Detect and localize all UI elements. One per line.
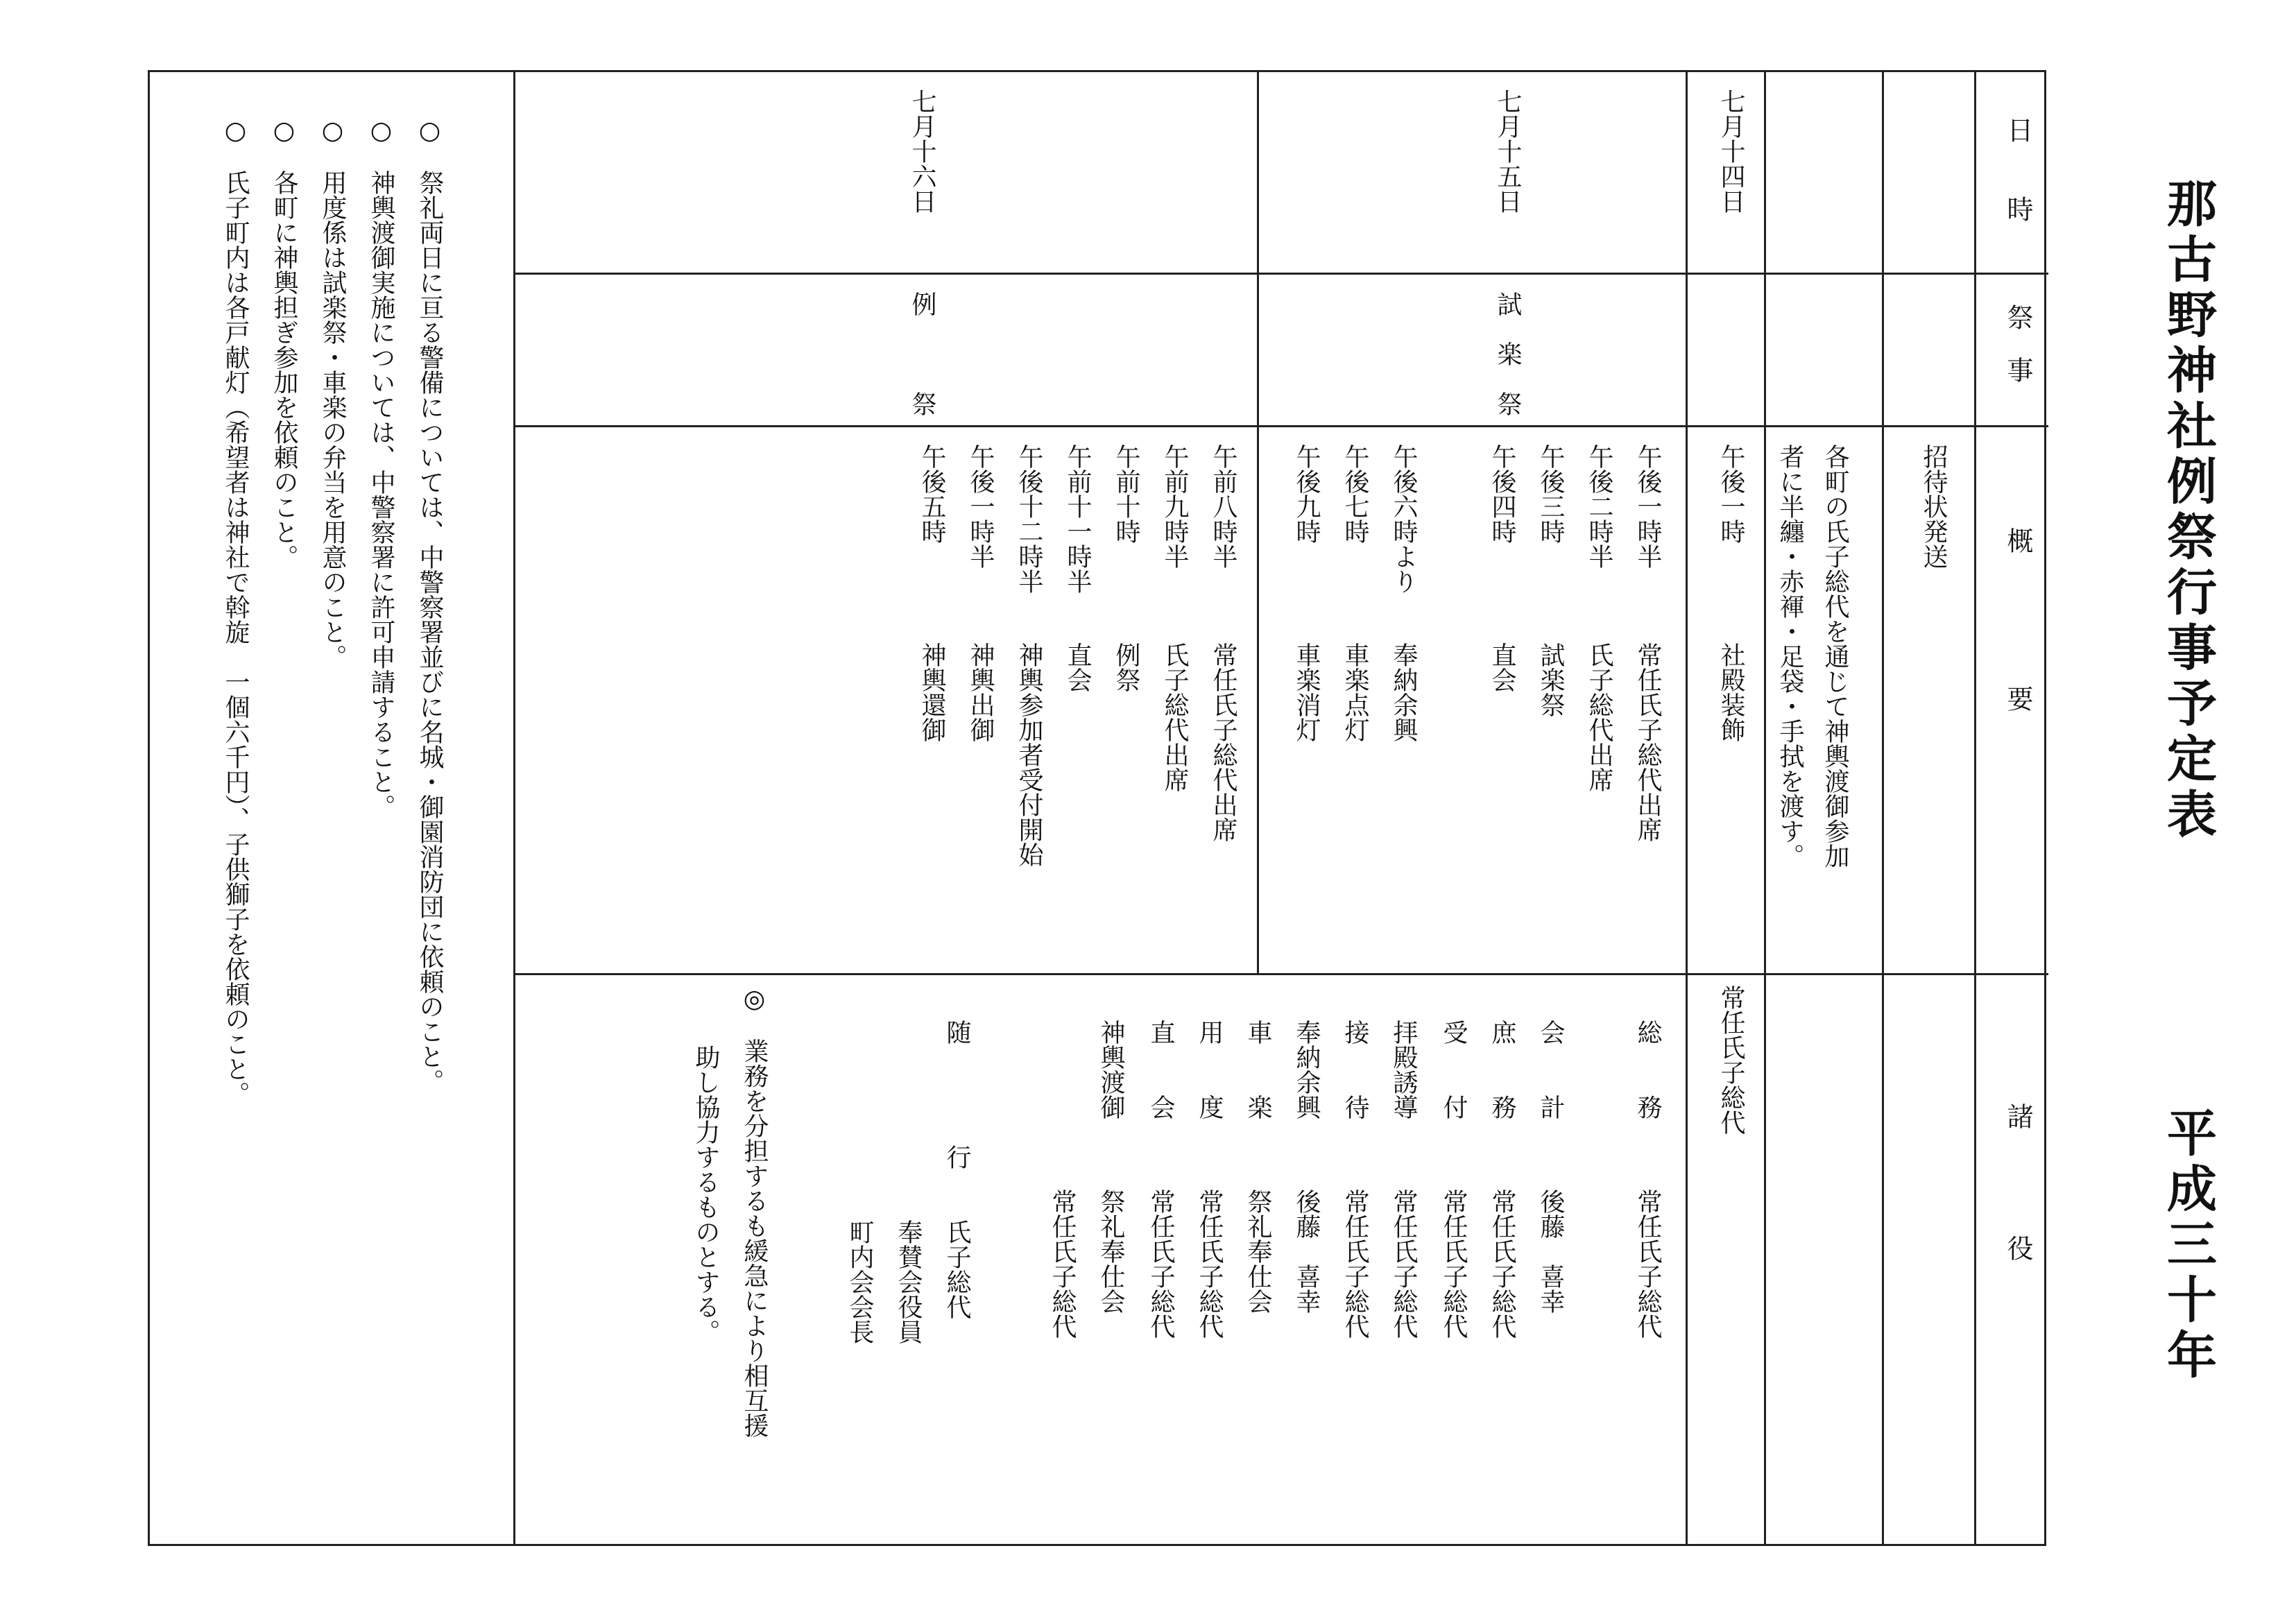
distribution-line-1: 各町の氏子総代を通じて神輿渡御参加	[1821, 444, 1849, 868]
event-day15: 試 楽 祭	[1493, 291, 1522, 416]
role-10: 神輿渡御	[1097, 1020, 1125, 1119]
role-5-person: 常任氏子総代	[1341, 1189, 1369, 1339]
role-3: 受 付	[1439, 1020, 1468, 1119]
time-day16-3: 午前十一時半	[1063, 444, 1092, 594]
time-day16-4: 午後十二時半	[1015, 444, 1043, 594]
time-day15-0: 午後一時半	[1634, 444, 1662, 569]
action-day16-2: 例祭	[1112, 642, 1140, 692]
role-4: 拝殿誘導	[1389, 1020, 1418, 1119]
divider-notes	[513, 72, 515, 1544]
time-day15-5: 午後七時	[1341, 444, 1369, 544]
header-event: 祭 事	[2003, 304, 2033, 383]
role-5: 接 待	[1341, 1020, 1369, 1119]
role-8-person: 常任氏子総代	[1195, 1189, 1224, 1339]
action-day15-4: 奉納余興	[1389, 642, 1418, 742]
header-date: 日 時	[2003, 117, 2033, 222]
divider-header	[1974, 72, 1976, 1544]
role-0: 総 務	[1634, 1020, 1662, 1119]
action-day15-2: 試楽祭	[1536, 642, 1565, 717]
note-0: ○ 祭礼両日に亘る警備については、中警察署並びに名城・御園消防団に依頼のこと。	[415, 117, 444, 1094]
action-day16-0: 常任氏子総代出席	[1209, 642, 1237, 842]
role-7-person: 祭礼奉仕会	[1244, 1189, 1272, 1314]
escort-person-0: 氏子総代	[943, 1219, 971, 1319]
divider-invite	[1882, 72, 1884, 1544]
action-day16-1: 氏子総代出席	[1160, 642, 1189, 792]
era-label: 平成三十年	[2159, 1107, 2218, 1384]
role-6: 奉納余興	[1292, 1020, 1321, 1119]
action-day15-1: 氏子総代出席	[1585, 642, 1613, 792]
action-day16-6: 神輿還御	[918, 642, 946, 742]
escort-role: 随 行	[943, 1020, 971, 1169]
divider-day14	[1686, 72, 1688, 1544]
cooperation-line-2: 助し協力するものとする。	[692, 1045, 720, 1344]
page-title: 那古野神社例祭行事予定表	[2159, 178, 2218, 843]
role-1-person: 後藤 喜幸	[1536, 1189, 1565, 1314]
time-day16-5: 午後一時半	[966, 444, 995, 569]
role-9: 直 会	[1147, 1020, 1175, 1119]
action-day15-3: 直会	[1488, 642, 1516, 692]
escort-person-2: 町内会会長	[846, 1219, 874, 1344]
note-1: ○ 神輿渡御実施については、中警察署に許可申請すること。	[367, 117, 395, 819]
time-day15-6: 午後九時	[1292, 444, 1321, 544]
time-day14-0: 午後一時	[1717, 444, 1745, 544]
time-day16-1: 午前九時半	[1160, 444, 1189, 569]
role-6-person: 後藤 喜幸	[1292, 1189, 1321, 1314]
action-day16-3: 直会	[1063, 642, 1092, 692]
shinko-extra-person: 常任氏子総代	[1048, 1189, 1077, 1339]
action-day16-5: 神輿出御	[966, 642, 995, 742]
role-4-person: 常任氏子総代	[1389, 1189, 1418, 1339]
note-3: ○ 各町に神輿担ぎ参加を依頼のこと。	[270, 117, 298, 569]
role-0-person: 常任氏子総代	[1634, 1189, 1662, 1339]
action-day15-6: 車楽消灯	[1292, 642, 1321, 742]
role-8: 用 度	[1195, 1020, 1224, 1119]
row-divider-event	[513, 425, 2048, 427]
note-2: ○ 用度係は試楽祭・車楽の弁当を用意のこと。	[318, 117, 347, 669]
action-day15-5: 車楽点灯	[1341, 642, 1369, 742]
divider-day15	[1257, 72, 1259, 973]
time-day16-6: 午後五時	[918, 444, 946, 544]
event-day16: 例 祭	[908, 291, 936, 416]
role-7: 車 楽	[1244, 1020, 1272, 1119]
header-roles: 諸 役	[2003, 1103, 2033, 1261]
role-1: 会 計	[1536, 1020, 1565, 1119]
escort-person-1: 奉賛会役員	[894, 1219, 923, 1344]
invitations-text: 招待状発送	[1919, 444, 1948, 569]
action-day14-0: 社殿装飾	[1717, 642, 1745, 742]
roles-owner: 常任氏子総代	[1717, 985, 1745, 1135]
action-day16-4: 神輿参加者受付開始	[1015, 642, 1043, 867]
note-4: ○ 氏子町内は各戸献灯（希望者は神社で斡旋 一個六千円）、子供獅子を依頼のこと。	[221, 117, 250, 1106]
distribution-line-2: 者に半纏・赤褌・足袋・手拭を渡す。	[1776, 444, 1804, 868]
role-9-person: 常任氏子総代	[1147, 1189, 1175, 1339]
date-day16: 七月十六日	[908, 89, 936, 214]
row-divider-date	[513, 273, 2048, 275]
date-day14: 七月十四日	[1717, 89, 1745, 214]
role-3-person: 常任氏子総代	[1439, 1189, 1468, 1339]
cooperation-line-1: ◎ 業務を分担するも緩急により相互援	[740, 985, 769, 1438]
time-day16-2: 午前十時	[1112, 444, 1140, 544]
header-summary: 概 要	[2003, 527, 2033, 712]
time-day16-0: 午前八時半	[1209, 444, 1237, 569]
time-day15-1: 午後二時半	[1585, 444, 1613, 569]
action-day15-0: 常任氏子総代出席	[1634, 642, 1662, 842]
time-day15-4: 午後六時より	[1389, 444, 1418, 594]
date-day15: 七月十五日	[1493, 89, 1522, 214]
time-day15-2: 午後三時	[1536, 444, 1565, 544]
role-10-person: 祭礼奉仕会	[1097, 1189, 1125, 1314]
role-2: 庶 務	[1488, 1020, 1516, 1119]
row-divider-summary	[513, 973, 2048, 975]
role-2-person: 常任氏子総代	[1488, 1189, 1516, 1339]
time-day15-3: 午後四時	[1488, 444, 1516, 544]
